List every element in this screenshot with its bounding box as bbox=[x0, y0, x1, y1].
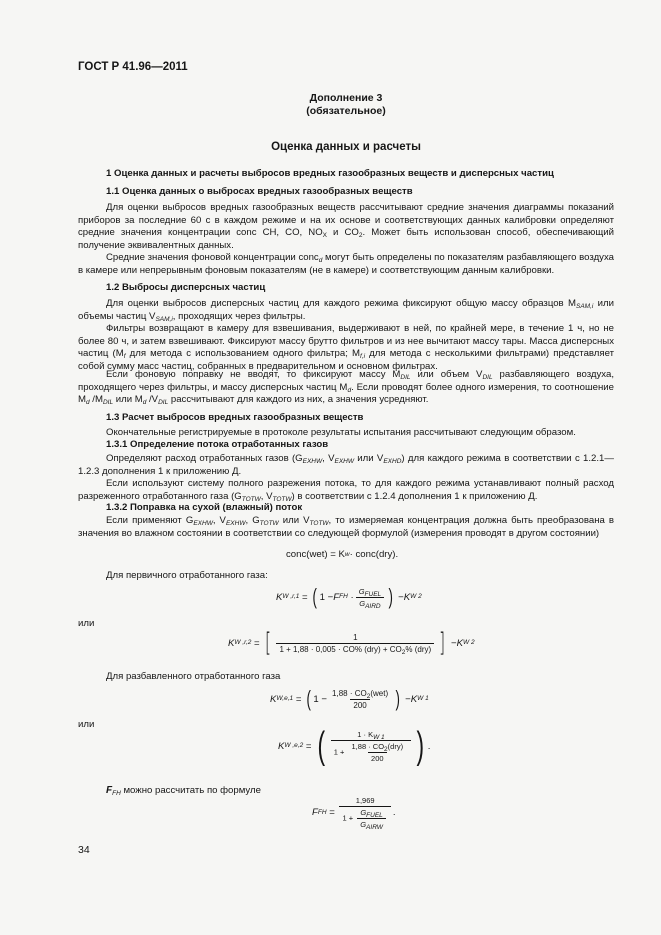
label-diluted-gas: Для разбавленного отработанного газа bbox=[106, 671, 281, 682]
appendix-status: (обязательное) bbox=[306, 105, 386, 117]
paragraph-background: Средние значения фоновой концентрации conc$_d$ могут быть определены по показателям разбавляющего воздуха в камере или непрерывным фоновым показателям (не в камере) и соответствующим данным калибровки. bbox=[78, 252, 615, 276]
paragraph-filters: Фильтры возвращают в камеру для взвешивания, выдерживают в ней, по крайней мере, в течение 1 ч, но не более 80 ч, и затем взвешивают. Фиксируют массу брутто фильтров и из нее вычитают массу тары. Масса дисперсных частиц ($M_f$ для метода с использованием одного фильтра; $M_{f,i}$ для метода с несколькими фильтрами) представляет собой сумму масс частиц, собранных в предварительном и основном фильтрах. bbox=[78, 323, 615, 372]
paragraph-full-dilution: Если используют систему полного разрежения потока, то для каждого режима устанавливают полный расход разреженного отработанного газа ($G_{TOTW}$, $V_{TOTW}$) в соответствии с 1.2.4 дополнения 1 к приложению Д. bbox=[78, 478, 614, 503]
appendix-heading bbox=[78, 92, 614, 118]
paragraph-exhaust-flow: Определяют расход отработанных газов ($G_{EXHW}$, $V_{EXHW}$ или $V_{EXHD}$) для каждого режима в соответствии с 1.2.1—1.2.3 дополнения 1 к приложению Д. bbox=[78, 453, 614, 477]
formula-kwe2: K W ,e,2 = ( $1 \cdot K_{W 1}$ 1 + $\frac{1,88 \cdot CO_2(dry)}{200}$ ) . bbox=[278, 725, 431, 767]
paragraph-final-results: Окончательные регистрируемые в протоколе результаты испытания рассчитывают следующим образом. bbox=[106, 427, 576, 438]
formula-kwe1: K W,e,1 = ( 1 − $\frac{1,88 \cdot CO_2(wet)}{200}$ ) − K W 1 bbox=[270, 686, 429, 711]
page-title: Оценка данных и расчеты bbox=[271, 141, 421, 153]
section-1-3-heading: 1.3 Расчет выбросов вредных газообразных веществ bbox=[106, 412, 364, 423]
formula-kwr1: K W ,r,1 = ( 1 − F FH · $\frac{G_{FUEL}}{G_{AIRD}}$ ) − K W 2 bbox=[276, 584, 422, 610]
section-1-heading: 1 Оценка данных и расчеты выбросов вредных газообразных веществ и дисперсных частиц bbox=[106, 168, 554, 179]
document-header: ГОСТ Р 41.96—2011 bbox=[78, 61, 188, 73]
paragraph-gas-evaluation: Для оценки выбросов вредных газообразных веществ рассчитывают средние значения диаграммы показаний приборов за последние 60 с в каждом режиме и на их основе и соответствующих данных калибровки определяют средние значения концентрации conc CH, CO, $NO_X$ и $CO_2$. Может быть использован способ, обеспечивающий получение эквивалентных данных. bbox=[78, 202, 614, 251]
label-ffh: $F_{FH}$ можно рассчитать по формуле bbox=[106, 785, 261, 797]
paragraph-background-correction: Если фоновую поправку не вводят, то фиксируют массу $M_{DIL}$ или объем $V_{DIL}$ разбавляющего воздуха, проходящего через фильтры, и массу дисперсных частиц $M_d$. Если проводят более одного измерения, то соотношение $M_d$ $/M_{DIL}$ или $M_d$ $/V_{DIL}$ рассчитывают для каждого из них, а значения усредняют. bbox=[78, 369, 615, 406]
section-1-1-heading: 1.1 Оценка данных о выбросах вредных газообразных веществ bbox=[106, 186, 413, 197]
section-1-3-1-heading: 1.3.1 Определение потока отработанных газов bbox=[106, 439, 329, 450]
paragraph-particles: Для оценки выбросов дисперсных частиц для каждого режима фиксируют общую массу образцов $M_{SAM,i}$ или объемы частиц $V_{SAM,i}$, проходящих через фильтры. bbox=[78, 298, 614, 323]
formula-ffh: F FH = 1,969 1 + $\frac{G_{FUEL}}{G_{AIRW}}$ . bbox=[312, 796, 396, 831]
paragraph-wet-correction: Если применяют $G_{EXHW}$, $V_{EXHW}$, $G_{TOTW}$ или $V_{TOTW}$, то измеряемая концентрация должна быть преобразована в значения во влажном состоянии в соответствии со следующей формулой (измерения проводят в другом состоянии) bbox=[78, 515, 615, 539]
label-or-1: или bbox=[78, 618, 95, 629]
page-number: 34 bbox=[78, 844, 90, 856]
label-raw-gas: Для первичного отработанного газа: bbox=[106, 570, 268, 581]
formula-kwr2: K W ,r,2 = [ $\frac{1}{1 + 1,88 \cdot 0,005 \cdot CO\% (dry) + CO_2\% (dry)}$ ] − K W 2 bbox=[228, 628, 475, 658]
section-1-3-2-heading: 1.3.2 Поправка на сухой (влажный) поток bbox=[106, 502, 303, 513]
label-or-2: или bbox=[78, 719, 95, 730]
formula-conc-wet: conc(wet) = K w · conc(dry). bbox=[286, 549, 399, 560]
appendix-label: Дополнение 3 bbox=[309, 92, 383, 104]
section-1-2-heading: 1.2 Выбросы дисперсных частиц bbox=[106, 282, 266, 293]
